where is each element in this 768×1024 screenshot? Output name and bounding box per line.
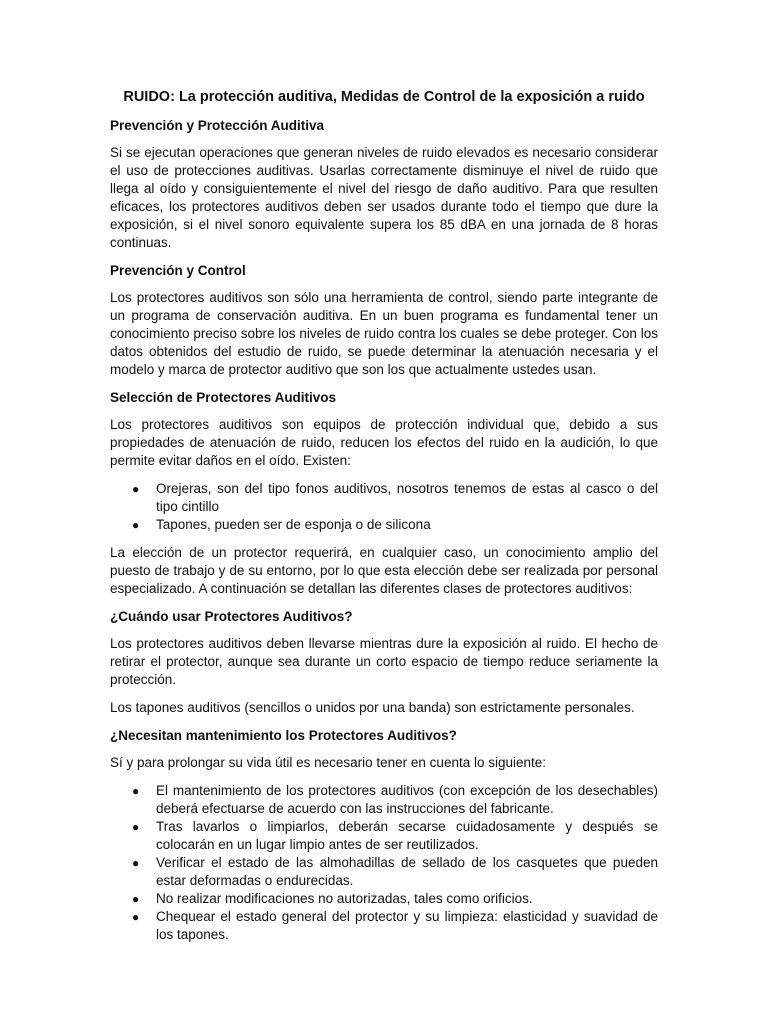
list-item-text: Tras lavarlos o limpiarlos, deberán secarse cuidadosamente y después se colocarán en un lugar limpio antes de ser reutilizados. [156,819,658,852]
bullet-icon: ● [132,910,140,924]
bullet-icon: ● [132,856,140,870]
section-paragraph: Los protectores auditivos son sólo una herramienta de control, siendo parte integrante de un programa de conservación auditiva. En un buen programa es fundamental tener un conocimiento preciso sobre los niveles de ruido contra los cuales se debe proteger. Con los datos obtenidos del estudio de ruido, se puede determinar la atenuación necesaria y el modelo y marca de protector auditivo que son los que actualmente ustedes usan. [110,290,658,377]
bullet-icon: ● [132,518,140,532]
list-item [132,782,658,818]
bullet-icon: ● [132,820,140,834]
bullet-icon: ● [132,482,140,496]
list-item [132,854,658,890]
section-heading-prevencion-control: Prevención y Control [110,263,246,278]
list-item-text: Orejeras, son del tipo fonos auditivos, nosotros tenemos de estas al casco o del tipo cintillo [156,481,658,514]
bullet-list-mantenimiento [110,782,658,944]
section-heading-mantenimiento: ¿Necesitan mantenimiento los Protectores Auditivos? [110,728,457,743]
list-item [132,890,658,908]
list-item [132,480,658,516]
section-heading-seleccion: Selección de Protectores Auditivos [110,390,337,405]
section-paragraph: Los protectores auditivos deben llevarse mientras dure la exposición al ruido. El hecho de retirar el protector, aunque sea durante un corto espacio de tiempo reduce seriamente la protección. [110,636,658,687]
section-paragraph: Los protectores auditivos son equipos de protección individual que, debido a sus propiedades de atenuación de ruido, reducen los efectos del ruido en la audición, lo que permite evitar daños en el oído. Existen: [110,417,658,468]
list-item [132,908,658,944]
document-title: RUIDO: La protección auditiva, Medidas de Control de la exposición a ruido [123,89,645,105]
section-paragraph: La elección de un protector requerirá, en cualquier caso, un conocimiento amplio del puesto de trabajo y de su entorno, por lo que esta elección debe ser realizada por personal especializado. A continuación se detallan las diferentes clases de protectores auditivos: [110,545,658,596]
bullet-list-tipos [110,480,658,534]
list-item-text: Verificar el estado de las almohadillas de sellado de los casquetes que pueden estar deformadas o endurecidas. [156,855,658,888]
section-paragraph: Sí y para prolongar su vida útil es necesario tener en cuenta lo siguiente: [110,755,547,770]
list-item [132,818,658,854]
list-item-text: Tapones, pueden ser de esponja o de silicona [156,517,431,532]
list-item-text: No realizar modificaciones no autorizadas, tales como orificios. [156,891,533,906]
list-item [132,516,658,534]
bullet-icon: ● [132,892,140,906]
list-item-text: El mantenimiento de los protectores auditivos (con excepción de los desechables) deberá efectuarse de acuerdo con las instrucciones del fabricante. [156,783,658,816]
section-heading-prevencion-proteccion: Prevención y Protección Auditiva [110,118,325,133]
list-item-text: Chequear el estado general del protector y su limpieza: elasticidad y suavidad de los tapones. [156,909,658,942]
bullet-icon: ● [132,784,140,798]
section-paragraph: Los tapones auditivos (sencillos o unidos por una banda) son estrictamente personales. [110,700,635,715]
section-paragraph: Si se ejecutan operaciones que generan niveles de ruido elevados es necesario considerar el uso de protecciones auditivas. Usarlas correctamente disminuye el nivel de ruido que llega al oído y consiguientemente el nivel del riesgo de daño auditivo. Para que resulten eficaces, los protectores auditivos deben ser usados durante todo el tiempo que dure la exposición, si el nivel sonoro equivalente supera los 85 dBA en una jornada de 8 horas continuas. [110,145,658,250]
section-heading-cuando-usar: ¿Cuándo usar Protectores Auditivos? [110,609,353,624]
